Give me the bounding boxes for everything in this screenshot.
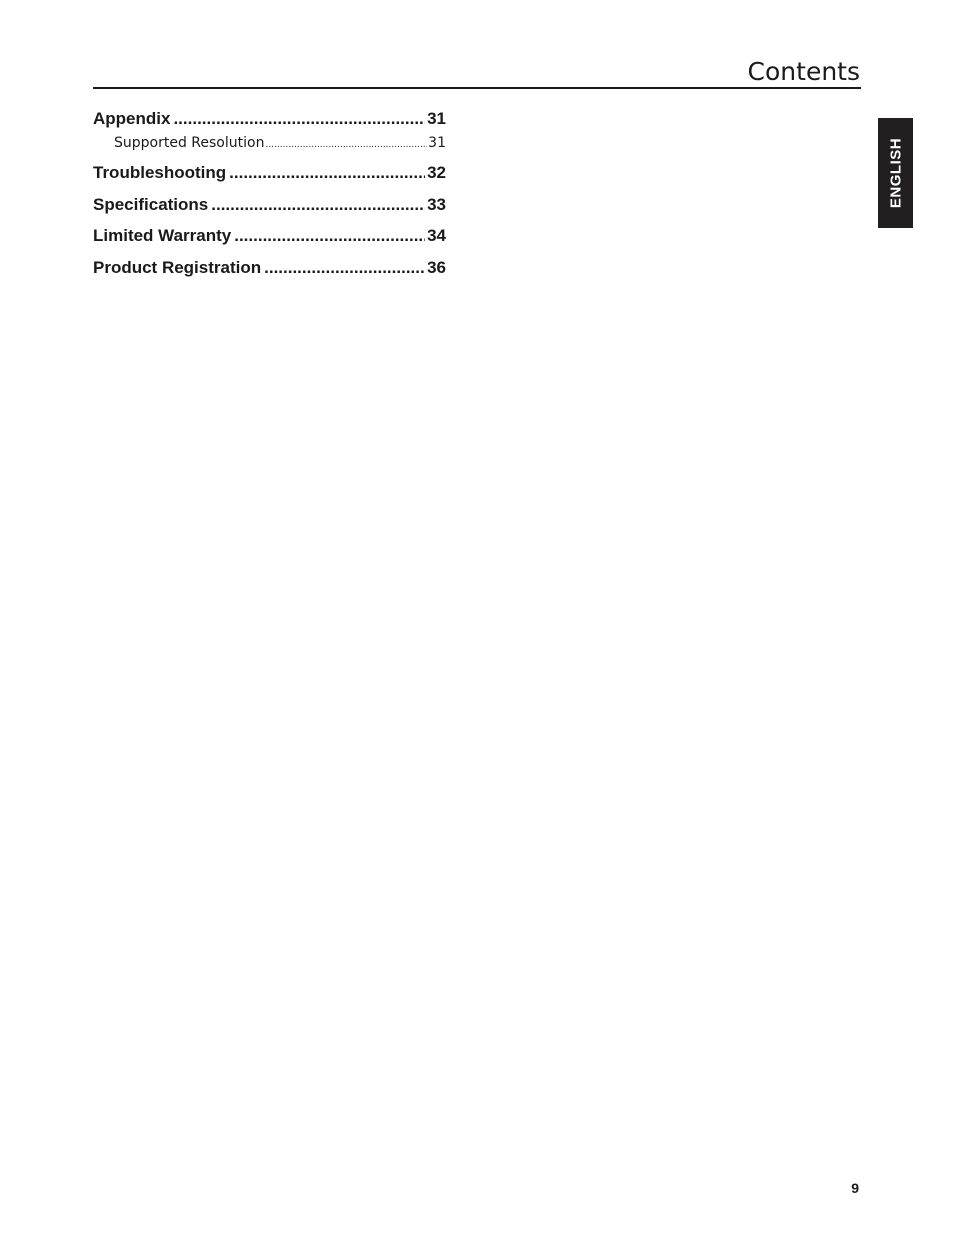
language-tab-label: ENGLISH [887, 137, 904, 209]
toc-entry-troubleshooting[interactable] [93, 160, 446, 186]
toc-entry-page: 36 [427, 257, 446, 277]
page-number: 9 [851, 1180, 859, 1196]
toc-entry-label: Appendix [93, 109, 171, 128]
toc-entry-supported-resolution[interactable] [93, 132, 446, 154]
toc-leader [173, 106, 425, 132]
toc-entry-label: Specifications [93, 194, 209, 214]
toc-leader [265, 134, 427, 154]
toc-entry-label: Product Registration [93, 257, 262, 277]
table-of-contents [93, 106, 446, 286]
toc-leader [211, 192, 425, 218]
title-divider [93, 87, 861, 89]
toc-entry-label: Supported Resolution [114, 135, 265, 151]
language-tab [878, 118, 913, 228]
toc-entry-product-registration[interactable] [93, 255, 446, 281]
toc-entry-page: 33 [427, 194, 446, 214]
toc-entry-label: Limited Warranty [93, 226, 232, 245]
toc-entry-page: 31 [428, 135, 446, 151]
toc-leader [229, 160, 425, 186]
toc-leader [234, 223, 425, 249]
toc-leader [264, 255, 425, 281]
toc-entry-specifications[interactable] [93, 192, 446, 218]
toc-entry-label: Troubleshooting [93, 163, 227, 182]
toc-entry-page: 31 [427, 109, 446, 128]
toc-entry-appendix[interactable] [93, 106, 446, 132]
page-title: Contents [747, 57, 860, 86]
toc-entry-page: 34 [427, 226, 446, 245]
toc-entry-page: 32 [427, 163, 446, 182]
toc-entry-limited-warranty[interactable] [93, 223, 446, 249]
